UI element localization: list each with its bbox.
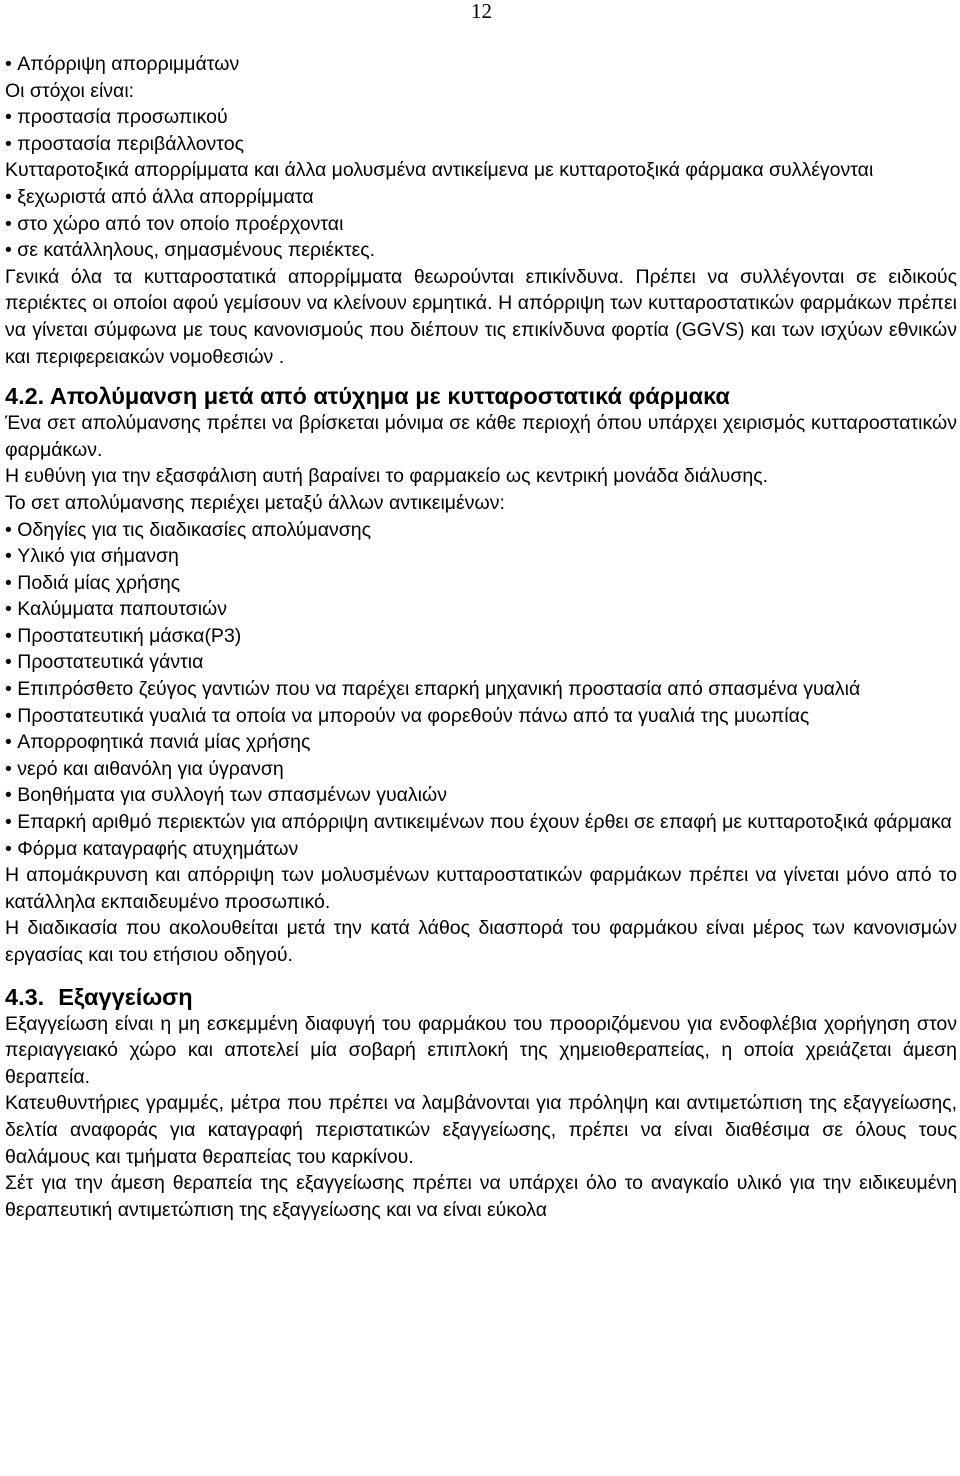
kit-item: • νερό και αιθανόλη για ύγρανση (5, 756, 957, 783)
paragraph: Το σετ απολύμανσης περιέχει μεταξύ άλλων αντικειμένων: (5, 491, 505, 514)
paragraph: Σέτ για την άμεση θεραπεία της εξαγγείωσης πρέπει να υπάρχει όλο το αναγκαίο υλικό για την ειδικευμένη θεραπευτική αντιμετώπιση της εξαγγείωσης και να είναι εύκολα (5, 1172, 957, 1221)
paragraph: Οι στόχοι είναι: (5, 79, 135, 102)
bullet-item: • σε κατάλληλους, σημασμένους περιέκτες. (5, 237, 957, 264)
paragraph: Γενικά όλα τα κυτταροστατικά απορρίμματα θεωρούνται επικίνδυνα. Πρέπει να συλλέγονται σε ειδικούς περιέκτες οι οποίοι αφού γεμίσουν να κλείνουν ερμητικά. Η απόρριψη των κυτταροστατικών φαρμάκων πρέπει να γίνεται σύμφωνα με τους κανονισμούς που διέπουν τις επικίνδυνα φορτία (GGVS) και των ισχύων εθνικών και περιφερειακών νομοθεσιών . (5, 265, 957, 368)
paragraph: Ένα σετ απολύμανσης πρέπει να βρίσκεται μόνιμα σε κάθε περιοχή όπου υπάρχει χειρισμός κυτταροστατικών φαρμάκων. (5, 412, 957, 461)
kit-item: • Επαρκή αριθμό περιεκτών για απόρριψη αντικειμένων που έχουν έρθει σε επαφή με κυτταροτοξικά φάρμακα (5, 809, 957, 836)
bullet-item: • ξεχωριστά από άλλα απορρίμματα (5, 184, 957, 211)
paragraph: Η ευθύνη για την εξασφάλιση αυτή βαραίνει το φαρμακείο ως κεντρική μονάδα διάλυσης. (5, 465, 769, 488)
kit-item: • Βοηθήματα για συλλογή των σπασμένων γυαλιών (5, 782, 957, 809)
kit-item: • Απορροφητικά πανιά μίας χρήσης (5, 729, 957, 756)
section-number: 4.3. (5, 983, 45, 1010)
kit-item: • Καλύμματα παπουτσιών (5, 596, 957, 623)
section-heading-4-3 (5, 983, 957, 1011)
section-4-3-body (5, 1011, 957, 1224)
bullet-item: • Απόρριψη απορριμμάτων (5, 51, 957, 78)
paragraph: Η απομάκρυνση και απόρριψη των μολυσμένων κυτταροστατικών φαρμάκων πρέπει να γίνεται μόνο από το κατάλληλα εκπαιδευμένο προσωπικό. (5, 864, 957, 913)
kit-item: • Υλικό για σήμανση (5, 543, 957, 570)
kit-item: • Ποδιά μίας χρήσης (5, 570, 957, 597)
waste-disposal-block (5, 51, 957, 370)
bullet-item: • στο χώρο από τον οποίο προέρχονται (5, 211, 957, 238)
paragraph: Εξαγγείωση είναι η μη εσκεμμένη διαφυγή του φαρμάκου του προοριζόμενου για ενδοφλέβια χορήγηση στον περιαγγειακό χώρο και αποτελεί μία σοβαρή επιπλοκή της χημειοθεραπείας, η οποία χρειάζεται άμεση θεραπεία. (5, 1012, 957, 1088)
section-title: Εξαγγείωση (58, 983, 193, 1010)
kit-item: • Προστατευτικά γυαλιά τα οποία να μπορούν να φορεθούν πάνω από τα γυαλιά της μυωπίας (5, 703, 957, 730)
kit-item: • Προστατευτικά γάντια (5, 649, 957, 676)
paragraph: Κυτταροτοξικά απορρίμματα και άλλα μολυσμένα αντικείμενα με κυτταροτοξικά φάρμακα συλλέγονται (5, 159, 874, 182)
section-4-2-closing (5, 862, 957, 968)
kit-item: • Προστατευτική μάσκα(P3) (5, 623, 957, 650)
kit-item: • Οδηγίες για τις διαδικασίες απολύμανσης (5, 517, 957, 544)
decontamination-kit-list (5, 517, 957, 863)
page-content (5, 51, 957, 1223)
section-4-2-intro (5, 410, 957, 516)
kit-item: • Επιπρόσθετο ζεύγος γαντιών που να παρέχει επαρκή μηχανική προστασία από σπασμένα γυαλιά (5, 676, 957, 703)
paragraph: Η διαδικασία που ακολουθείται μετά την κατά λάθος διασπορά του φαρμάκου είναι μέρος των κανονισμών εργασίας και του ετήσιου οδηγού. (5, 917, 957, 966)
bullet-item: • προστασία περιβάλλοντος (5, 131, 957, 158)
kit-item: • Φόρμα καταγραφής ατυχημάτων (5, 836, 957, 863)
bullet-item: • προστασία προσωπικού (5, 104, 957, 131)
section-heading-4-2: 4.2. Απολύμανση μετά από ατύχημα με κυτταροστατικά φάρμακα (5, 383, 730, 410)
page-number: 12 (471, 0, 492, 23)
paragraph: Κατευθυντήριες γραμμές, μέτρα που πρέπει να λαμβάνονται για πρόληψη και αντιμετώπιση της εξαγγείωσης, δελτία αναφοράς για καταγραφή περιστατικών εξαγγείωσης, πρέπει να είναι διαθέσιμα σε όλους τους θαλάμους και τμήματα θεραπείας του καρκίνου. (5, 1092, 957, 1168)
